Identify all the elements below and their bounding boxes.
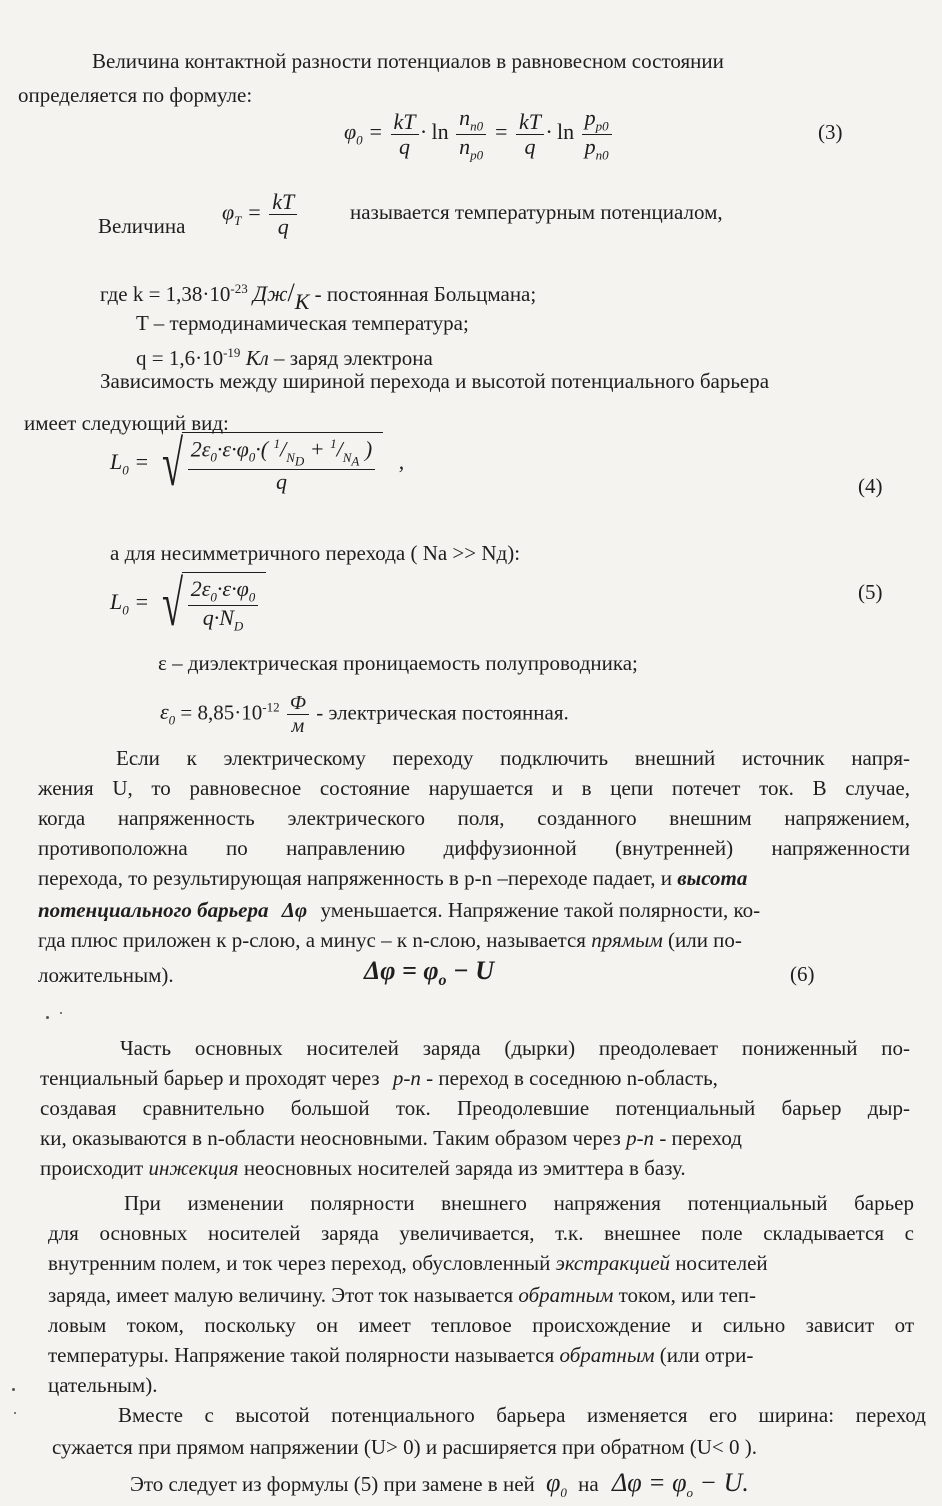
text-fragment: уменьшается. Напряжение такой полярности, ко-: [320, 898, 761, 922]
text-line: ложительным).: [38, 963, 174, 987]
text-fragment: Это следует из формулы (5) при замене в ней: [130, 1472, 535, 1496]
text-line: [48, 1342, 753, 1368]
boltzmann-line: где $k = 1,38\cdot 10^{-23}$ Дж/К - постоянная Больцмана;: [100, 278, 537, 314]
equation-number: (4): [858, 474, 883, 498]
text-line: имеет следующий вид:: [24, 411, 229, 435]
text-fragment: - электрическая постоянная.: [316, 700, 569, 725]
text-fragment: (или по-: [667, 928, 742, 952]
text-line: Зависимость между шириной перехода и высотой потенциального барьера: [100, 369, 770, 393]
scan-speck: [46, 1016, 49, 1019]
emphasis: потенциального барьера: [38, 898, 269, 922]
exponent: -23: [230, 281, 248, 296]
text-line: сужается при прямом напряжении (U> 0) и расширяется при обратном (U< 0 ).: [52, 1435, 757, 1459]
text-fragment: внутренним полем, и ток через переход, обусловленный: [48, 1251, 551, 1275]
text-line: создавая сравнительно большой ток. Преодолевшие потенциальный барьер дыр-: [40, 1096, 910, 1120]
text-fragment: - постоянная Больцмана;: [314, 282, 537, 306]
text-line: цательным).: [48, 1373, 158, 1397]
text-line: противоположна по направлению диффузионной (внутренней) напряженности: [38, 836, 910, 860]
emphasis: экстракцией: [555, 1251, 671, 1275]
text-line: [38, 927, 742, 953]
text-fragment: = 8,85·10: [180, 700, 263, 725]
equation-6: $\Delta\varphi = \varphi_o - U$: [364, 956, 495, 990]
text-line: [48, 1250, 768, 1276]
text-fragment: – заряд электрона: [268, 346, 433, 370]
emphasis: прямым: [591, 928, 663, 952]
text-line: ловым током, поскольку он имеет тепловое происхождение и сильно зависит от: [48, 1313, 914, 1337]
text-line: T – термодинамическая температура;: [136, 311, 469, 335]
text-line: ε – диэлектрическая проницаемость полупроводника;: [158, 651, 638, 675]
text-fragment: температуры. Напряжение такой полярности называется: [48, 1343, 555, 1367]
text-fragment: перехода, то результирующая напряженность в p-n –переходе падает, и: [38, 866, 672, 890]
text-line: когда напряженность электрического поля, созданного внешним напряжением,: [38, 806, 910, 830]
text-fragment: - переход в соседнюю n-область,: [426, 1066, 718, 1090]
text-line: называется температурным потенциалом,: [350, 200, 723, 224]
scan-speck: [12, 1388, 15, 1391]
text-fragment: q = 1,6·10: [136, 346, 224, 370]
equation-number: (3): [818, 120, 843, 144]
text-line: [48, 1282, 756, 1308]
emphasis: инжекция: [148, 1156, 239, 1180]
text-fragment: ки, оказываются в n-области неосновными. Таким образом через: [40, 1126, 621, 1150]
equation-number: (5): [858, 580, 883, 604]
scan-speck: [14, 1412, 16, 1414]
text-line: [40, 1155, 686, 1181]
emphasis: p-n: [392, 1066, 421, 1090]
text-line: Величина: [98, 214, 186, 238]
emphasis: p-n: [626, 1126, 655, 1150]
exponent: -12: [262, 699, 280, 715]
text-line: а для несимметричного перехода ( Nа >> Nд):: [110, 541, 521, 565]
text-fragment: происходит: [40, 1156, 144, 1180]
text-line: [38, 865, 747, 891]
text-line: Величина контактной разности потенциалов в равновесном состоянии: [92, 49, 724, 73]
text-fragment: током, или теп-: [618, 1283, 757, 1307]
epsilon0-line: $\varepsilon_0 = 8,85\cdot 10^{-12}$ $\frac{Ф}{м}$ - электрическая постоянная.: [160, 692, 569, 737]
unit: Кл: [245, 346, 269, 370]
text-fragment: гда плюс приложен к p-слою, а минус – к n-слою, называется: [38, 928, 586, 952]
text-line: Вместе с высотой потенциального барьера изменяется его ширина: переход: [118, 1403, 926, 1427]
text-fragment: носителей: [675, 1251, 768, 1275]
emphasis: обратным: [559, 1343, 655, 1367]
equation-number: (6): [790, 962, 815, 986]
text-line: потенциального барьера Δφ уменьшается. Напряжение такой полярности, ко-: [38, 898, 761, 922]
text-line: [40, 1065, 718, 1091]
text-fragment: - переход: [659, 1126, 742, 1150]
emphasis: высота: [677, 866, 748, 890]
text-fragment: на: [578, 1472, 599, 1496]
emphasis: обратным: [518, 1283, 614, 1307]
text-fragment: (или отри-: [659, 1343, 754, 1367]
text-fragment: тенциальный барьер и проходят через: [40, 1066, 380, 1090]
text-line: жения U, то равновесное состояние нарушается и в цепи потечет ток. В случае,: [38, 776, 910, 800]
charge-line: [136, 340, 433, 371]
text-line: для основных носителей заряда увеличивается, т.к. внешнее поле складывается с: [48, 1221, 914, 1245]
text-fragment: заряда, имеет малую величину. Этот ток называется: [48, 1283, 514, 1307]
equation-phi-t: $\varphi_T$ = $\frac{kT}{q}$: [222, 190, 299, 239]
text-line: Часть основных носителей заряда (дырки) преодолевает пониженный по-: [120, 1036, 910, 1060]
equation-3: $\varphi_0$ = $\frac{kT}{q}$ · ln $\frac{n_{n0}}{n_{p0}}$ = $\frac{kT}{q}$ · ln $\frac{p_{p0}}{p_{n0}}$: [344, 106, 614, 162]
scan-speck: [60, 1012, 62, 1014]
text-line: Если к электрическому переходу подключить внешний источник напря-: [116, 746, 910, 770]
text-line: При изменении полярности внешнего напряжения потенциальный барьер: [124, 1191, 914, 1215]
text-line: определяется по формуле:: [18, 83, 253, 107]
text-line: Это следует из формулы (5) при замене в ней $\varphi_0$ на $\Delta\varphi = \varphi_o - U$.: [130, 1468, 749, 1501]
equation-4: $L_0$ = √ $\frac{2\varepsilon_0\cdot\varepsilon\cdot\varphi_0\cdot( ^1/_{N_D} + ^1/_{N_A} )}{q}$ ,: [110, 428, 405, 499]
text-line: [40, 1125, 742, 1151]
text-fragment: где k = 1,38·10: [100, 282, 231, 306]
text-fragment: неосновных носителей заряда из эмиттера в базу.: [243, 1156, 686, 1180]
exponent: -19: [223, 345, 241, 360]
equation-5: $L_0$ = √ $\frac{2\varepsilon_0\cdot\varepsilon\cdot\varphi_0}{q\cdot N_D}$: [110, 572, 266, 636]
